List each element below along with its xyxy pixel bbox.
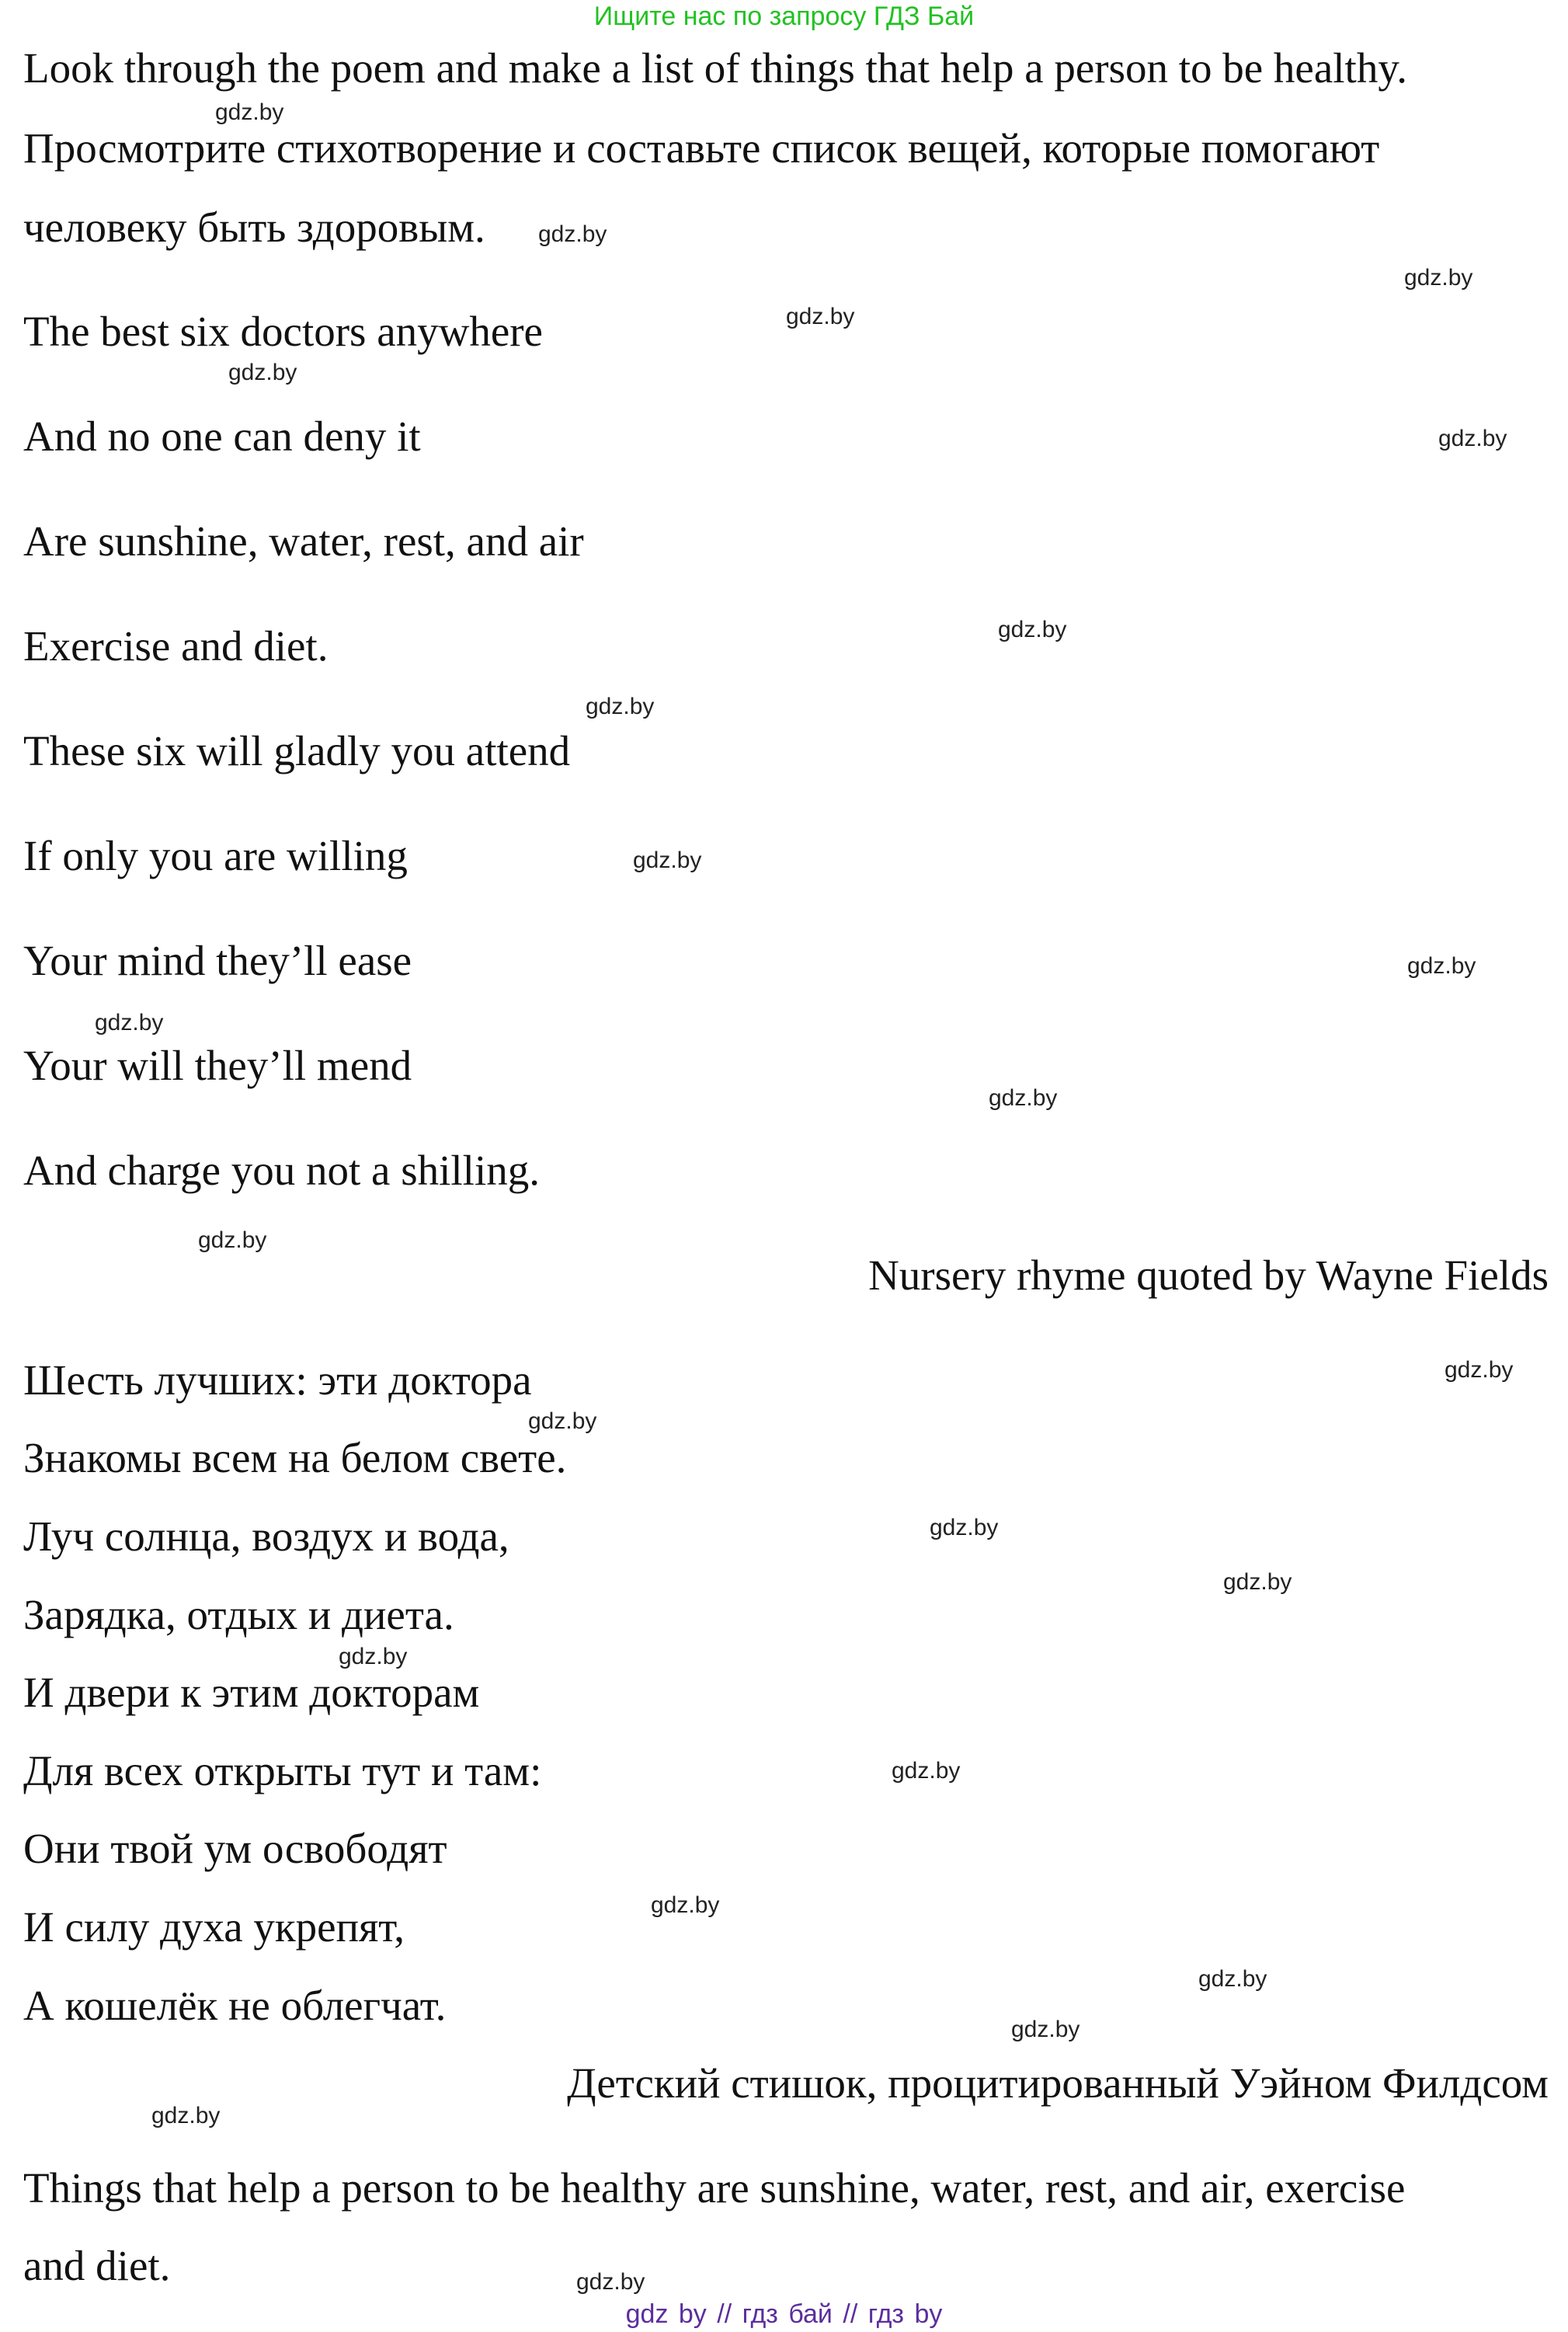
poem-en-line: Your will they’ll mend xyxy=(23,1042,412,1089)
watermark: gdz.by xyxy=(1223,1569,1292,1595)
poem-en-line: Your mind they’ll ease xyxy=(23,937,412,984)
poem-ru-line: Луч солнца, воздух и вода, xyxy=(23,1512,509,1560)
watermark: gdz.by xyxy=(1404,265,1473,291)
watermark: gdz.by xyxy=(538,221,607,247)
watermark: gdz.by xyxy=(151,2103,221,2128)
watermark: gdz.by xyxy=(198,1227,267,1253)
poem-ru-line: Они твой ум освободят xyxy=(23,1825,447,1872)
poem-en-line: Exercise and diet. xyxy=(23,622,329,670)
poem-ru-line: И силу духа укрепят, xyxy=(23,1903,405,1951)
watermark: gdz.by xyxy=(1438,426,1507,451)
poem-en-line: And no one can deny it xyxy=(23,412,421,460)
poem-en-line: The best six doctors anywhere xyxy=(23,308,543,355)
poem-en-line: Are sunshine, water, rest, and air xyxy=(23,517,584,565)
answer-line-1: Things that help a person to be healthy are sunshine, water, rest, and air, exercise xyxy=(23,2164,1406,2212)
watermark: gdz.by xyxy=(1198,1966,1267,1992)
poem-ru-line: Шесть лучших: эти доктора xyxy=(23,1356,532,1404)
poem-en-line: And charge you not a shilling. xyxy=(23,1147,540,1194)
watermark: gdz.by xyxy=(651,1892,720,1918)
answer-line-2: and diet. xyxy=(23,2242,171,2289)
poem-ru-line: Зарядка, отдых и диета. xyxy=(23,1591,454,1638)
search-banner: Ищите нас по запросу ГДЗ Бай xyxy=(593,2,975,31)
poem-en-line: If only you are willing xyxy=(23,832,408,879)
watermark: gdz.by xyxy=(528,1408,597,1434)
watermark: gdz.by xyxy=(215,99,284,125)
watermark: gdz.by xyxy=(786,304,855,329)
watermark: gdz.by xyxy=(95,1010,164,1035)
poem-ru-line: И двери к этим докторам xyxy=(23,1669,480,1716)
watermark: gdz.by xyxy=(339,1644,408,1669)
watermark: gdz.by xyxy=(1407,953,1476,979)
watermark: gdz.by xyxy=(1445,1357,1514,1383)
attribution-ru: Детский стишок, процитированный Уэйном Филдсом xyxy=(567,2059,1549,2107)
attribution-en: Nursery rhyme quoted by Wayne Fields xyxy=(868,1251,1549,1299)
watermark: gdz.by xyxy=(989,1085,1058,1111)
watermark: gdz.by xyxy=(1011,2017,1080,2042)
task-english: Look through the poem and make a list of things that help a person to be healthy. xyxy=(23,44,1407,92)
poem-ru-line: Знакомы всем на белом свете. xyxy=(23,1434,567,1481)
poem-ru-line: Для всех открыты тут и там: xyxy=(23,1747,542,1794)
footer-links: gdz by // гдз бай // гдз by xyxy=(625,2299,943,2329)
watermark: gdz.by xyxy=(228,360,297,385)
task-russian-line-1: Просмотрите стихотворение и составьте список вещей, которые помогают xyxy=(23,124,1380,172)
task-russian-line-2: человеку быть здоровым. xyxy=(23,204,485,251)
watermark: gdz.by xyxy=(892,1758,961,1784)
poem-en-line: These six will gladly you attend xyxy=(23,727,571,774)
poem-ru-line: А кошелёк не облегчат. xyxy=(23,1982,447,2029)
watermark: gdz.by xyxy=(998,617,1067,642)
watermark: gdz.by xyxy=(633,848,702,873)
watermark: gdz.by xyxy=(576,2269,645,2295)
watermark: gdz.by xyxy=(930,1515,999,1540)
watermark: gdz.by xyxy=(586,694,655,719)
